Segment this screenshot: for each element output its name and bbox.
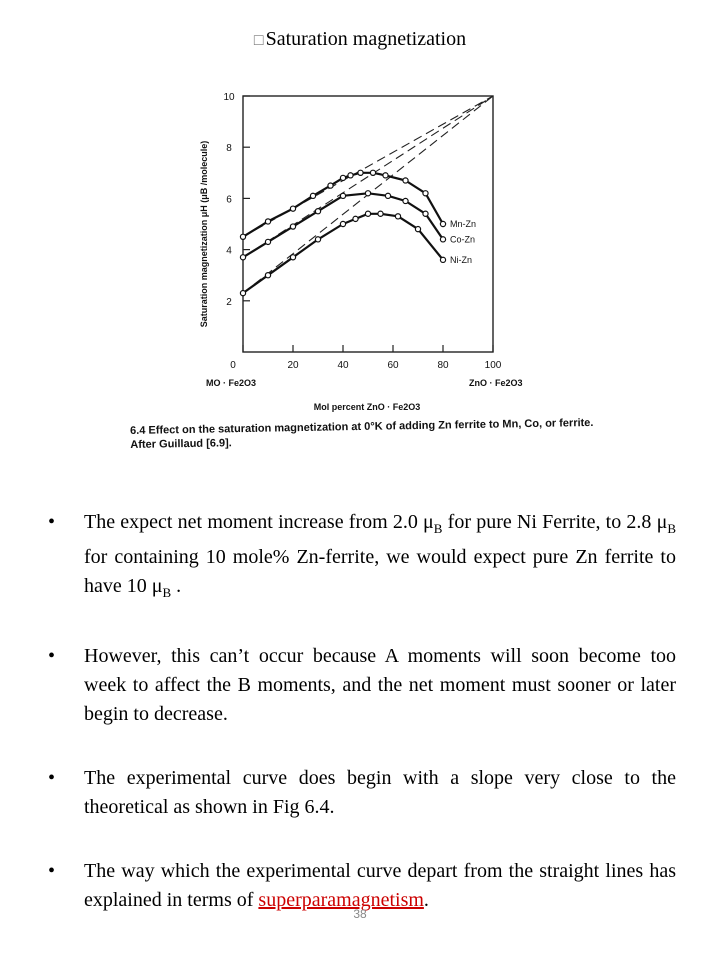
bullet-item (48, 642, 676, 729)
bullet-text: The experimental curve does begin with a slope very close to the theoretical as shown in Fig 6.4. (84, 767, 676, 818)
y-tick-label: 4 (226, 245, 232, 257)
x-tick-label: 60 (387, 360, 399, 371)
data-point (365, 211, 370, 216)
bullet-text: . (423, 889, 429, 911)
data-point (265, 239, 270, 244)
figure-caption-text: 6.4 Effect on the saturation magnetization at 0°K of adding Zn ferrite to Mn, Co, or ferrite. After Guillaud [6.9]. (130, 416, 594, 451)
page-number: 38 (353, 907, 367, 921)
data-point (315, 237, 320, 242)
x-tick-label: 40 (337, 360, 349, 371)
data-point (310, 193, 315, 198)
data-point (415, 227, 420, 232)
saturation-chart (130, 80, 620, 470)
bullet-text: . (171, 575, 182, 597)
subscript-b: B (667, 521, 677, 536)
data-point (240, 291, 245, 296)
data-point (340, 175, 345, 180)
bullet-text: The expect net moment increase from 2.0 μ (84, 511, 434, 533)
superparamagnetism-link[interactable]: superparamagnetism (258, 889, 424, 911)
y-axis-label: Saturation magnetization μH (μB /molecule) (199, 140, 209, 328)
series-label: Co-Zn (450, 234, 476, 245)
data-point (290, 255, 295, 260)
y-tick-label: 2 (226, 296, 232, 308)
title-text: Saturation magnetization (265, 28, 467, 50)
data-point (340, 221, 345, 226)
x-tick-label: 0 (230, 360, 236, 371)
bullet-text: The way which the experimental curve depart from the straight lines has explained in terms of (84, 860, 676, 911)
data-point (385, 193, 390, 198)
y-tick-label: 8 (226, 143, 232, 155)
subscript-b: B (433, 521, 443, 536)
data-point (353, 216, 358, 221)
series-label: Ni-Zn (450, 254, 472, 265)
data-point (395, 214, 400, 219)
data-point (315, 209, 320, 214)
series-label: Mn-Zn (450, 219, 477, 229)
bullet-item (48, 764, 676, 822)
figure-6-4 (130, 80, 620, 470)
bullet-text: for containing 10 mole% Zn-ferrite, we would expect pure Zn ferrite to have 10 μ (84, 546, 676, 597)
data-point (290, 206, 295, 211)
data-point (440, 221, 445, 226)
x-right-label: ZnO · Fe2O3 (469, 378, 523, 388)
data-point (365, 191, 370, 196)
data-point (240, 234, 245, 239)
data-point (370, 170, 375, 175)
data-point (348, 173, 353, 178)
y-tick-label: 10 (223, 92, 235, 103)
x-axis-label: Mol percent ZnO · Fe2O3 (313, 402, 421, 412)
data-point (265, 219, 270, 224)
x-tick-label: 100 (484, 360, 502, 371)
subscript-b: B (162, 585, 172, 600)
bullet-item (48, 508, 676, 607)
slide-title (0, 28, 720, 51)
title-box-glyph: □ (253, 32, 264, 49)
data-point (403, 178, 408, 183)
x-tick-label: 20 (287, 360, 299, 371)
data-point (378, 211, 383, 216)
bullet-list (48, 508, 676, 950)
y-tick-label: 6 (226, 194, 232, 206)
data-point (265, 273, 270, 278)
data-point (423, 191, 428, 196)
x-left-label: MO · Fe2O3 (206, 378, 257, 388)
bullet-text: However, this can’t occur because A moments will soon become too week to affect the B moments, and the net moment must sooner or later begin to decrease. (84, 645, 676, 725)
data-point (340, 193, 345, 198)
data-point (423, 211, 428, 216)
x-tick-label: 80 (437, 360, 449, 371)
figure-caption (130, 416, 610, 470)
data-point (440, 257, 445, 262)
data-point (440, 237, 445, 242)
data-point (240, 255, 245, 260)
data-point (383, 173, 388, 178)
bullet-text: for pure Ni Ferrite, to 2.8 μ (442, 511, 668, 533)
data-point (403, 198, 408, 203)
data-point (328, 183, 333, 188)
data-point (358, 170, 363, 175)
data-point (290, 224, 295, 229)
